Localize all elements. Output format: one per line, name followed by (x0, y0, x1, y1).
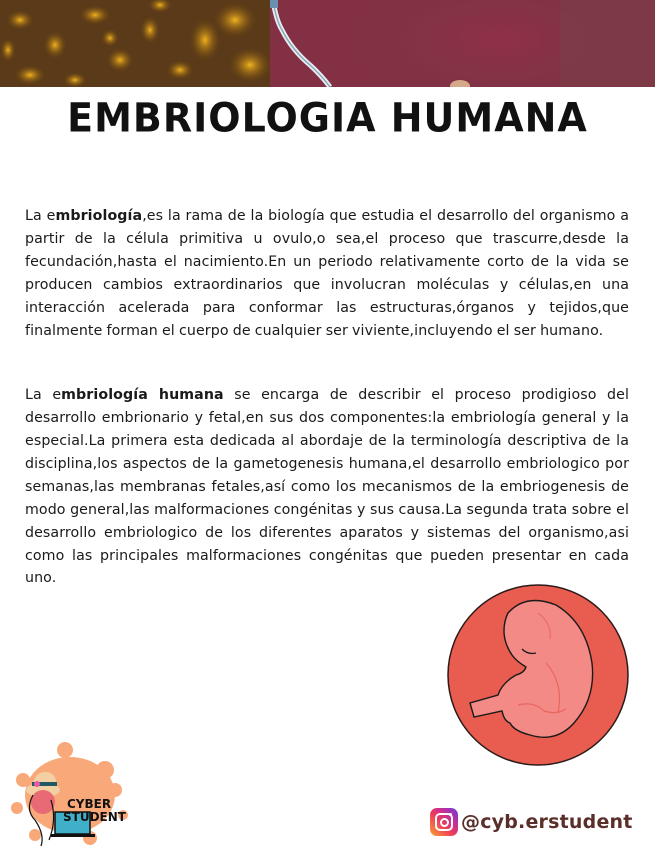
bold-term: mbriología humana (61, 387, 224, 404)
header-banner-image (0, 0, 655, 87)
bold-term: mbriología (55, 208, 143, 225)
human-embryology-paragraph: La embriología humana se encarga de describir el proceso prodigioso del desarrollo embrionario y fetal,en sus dos componentes:la embriología general y la especial.La primera esta dedicada al abordaje de la terminología descriptiva de la disciplina,los aspectos de la gametogenesis humana,el desarrollo embriologico por semanas,las membranas fetales,así como los mecanismos de la embriogenesis de modo general,las malformaciones congénitas y sus causa.La segunda trata sobre el desarrollo embriologico de los diferentes aparatos y sistemas del organismo,asi como las principales malformaciones congénitas que pueden presentar en cada uno. (25, 387, 630, 587)
instagram-handle[interactable] (430, 808, 633, 836)
svg-text:STUDENT: STUDENT (63, 810, 126, 824)
instagram-icon (430, 808, 458, 836)
cyber-student-logo (5, 740, 135, 848)
page-title: EMBRIOLOGIA HUMANA (67, 94, 588, 142)
instagram-handle-text[interactable]: @cyb.erstudent (461, 811, 633, 833)
intro-paragraph: La embriología,es la rama de la biología que estudia el desarrollo del organismo a partir de la célula primitiva u ovulo,o sea,el proceso que trascurre,desde la fecundación,hasta el nacimiento.En un periodo relativamente corto de la vida se producen cambios extraordinarios que involucran moléculas y células,en una interacción acelerada para conformar las estructuras,órganos y tejidos,que finalmente forman el cuerpo de cualquier ser viviente,incluyendo el ser humano. (25, 208, 629, 339)
embryo-illustration (446, 583, 630, 767)
svg-text:CYBER: CYBER (67, 797, 112, 811)
sperm-ovum-image (0, 0, 655, 87)
